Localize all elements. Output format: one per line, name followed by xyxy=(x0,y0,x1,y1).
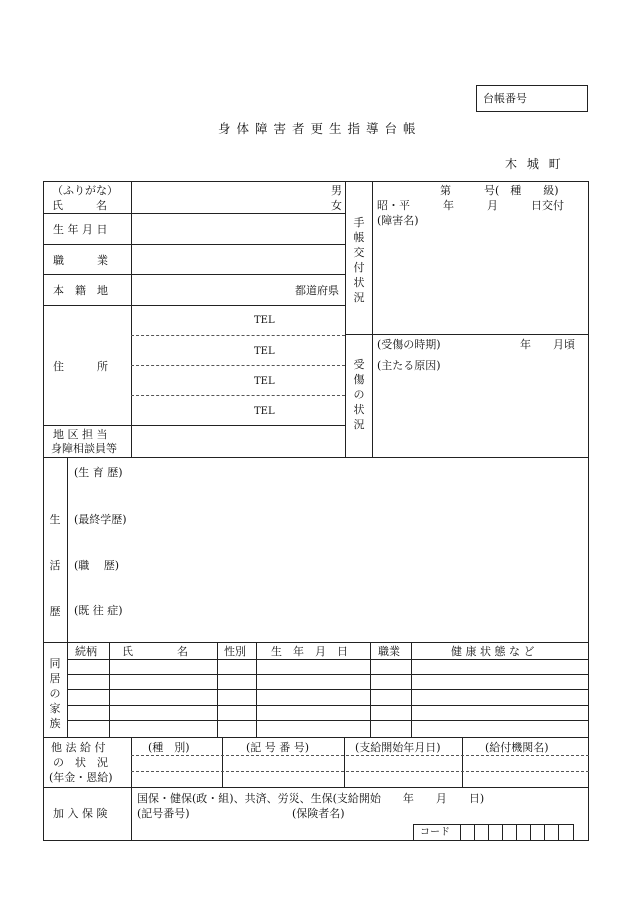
female-option[interactable]: 女 xyxy=(331,199,342,212)
ledger-number-label: 台帳番号 xyxy=(483,92,527,105)
line xyxy=(67,705,589,706)
line xyxy=(67,457,68,642)
other-benefits-label-2: の 状 況 xyxy=(53,756,108,769)
family-header-health: 健 康 状 態 な ど xyxy=(451,645,535,658)
upbringing-label: (生 育 歴) xyxy=(74,466,123,479)
insurance-number-label: (記号番号) xyxy=(137,807,190,820)
district-label-1: 地 区 担 当 xyxy=(53,428,108,441)
town-name: 木 城 町 xyxy=(505,157,564,171)
benefit-header-number: (記 号 番 号) xyxy=(246,741,310,754)
line xyxy=(131,365,345,366)
family-header-relation: 続柄 xyxy=(75,645,97,658)
notebook-date-line: 昭・平 年 月 日交付 xyxy=(377,199,564,212)
occupation-label: 職 業 xyxy=(53,254,108,267)
furigana-label: （ふりがな） xyxy=(52,184,118,197)
line xyxy=(67,720,589,721)
line xyxy=(344,737,345,787)
line xyxy=(43,213,345,214)
line xyxy=(43,642,589,643)
family-header-birthdate: 生 年 月 日 xyxy=(271,645,348,658)
injury-time-suffix: 年 月頃 xyxy=(520,338,575,351)
injury-cause-label: (主たる原因) xyxy=(377,359,441,372)
line xyxy=(131,335,345,336)
line xyxy=(43,305,345,306)
code-digit-box[interactable] xyxy=(474,824,489,841)
line xyxy=(43,425,345,426)
birthdate-label: 生 年 月 日 xyxy=(53,223,108,236)
benefit-header-agency: (給付機関名) xyxy=(485,741,549,754)
line xyxy=(43,274,345,275)
other-benefits-label-3: (年金・恩給) xyxy=(49,771,113,784)
line xyxy=(345,181,346,457)
domicile-label: 本 籍 地 xyxy=(53,284,108,297)
line xyxy=(131,771,589,772)
line xyxy=(43,244,345,245)
line xyxy=(131,755,589,756)
line xyxy=(222,737,223,787)
line xyxy=(67,659,589,660)
address-label: 住 所 xyxy=(53,360,108,373)
code-digit-box[interactable] xyxy=(544,824,559,841)
notebook-number-line: 第 号( 種 級) xyxy=(440,184,559,197)
code-digit-box[interactable] xyxy=(488,824,503,841)
line xyxy=(131,787,132,841)
code-digit-box[interactable] xyxy=(558,824,574,841)
male-option[interactable]: 男 xyxy=(331,184,342,197)
insurance-label: 加 入 保 険 xyxy=(53,807,108,820)
family-label: 同居の家族 xyxy=(49,657,61,730)
insurance-line-1: 国保・健保(政・組)、共済、労災、生保(支給開始 年 月 日) xyxy=(137,792,485,805)
code-digit-box[interactable] xyxy=(460,824,475,841)
tel-label: TEL xyxy=(254,315,275,326)
code-digit-box[interactable] xyxy=(530,824,545,841)
line xyxy=(131,181,132,457)
family-header-name: 氏 名 xyxy=(122,645,188,658)
tel-label: TEL xyxy=(254,406,275,417)
line xyxy=(43,737,589,738)
code-digit-box[interactable] xyxy=(516,824,531,841)
district-label-2: 身障相談員等 xyxy=(51,442,117,455)
family-header-sex: 性別 xyxy=(224,645,246,658)
insurer-name-label: (保険者名) xyxy=(292,807,345,820)
work-history-label: (職 歴) xyxy=(74,559,120,572)
benefit-header-type: (種 別) xyxy=(148,741,190,754)
family-header-occupation: 職業 xyxy=(378,645,400,658)
line xyxy=(131,395,345,396)
line xyxy=(67,689,589,690)
code-digit-box[interactable] xyxy=(502,824,517,841)
line xyxy=(67,674,589,675)
injury-section-label: 受傷の状況 xyxy=(353,358,365,431)
line xyxy=(372,181,373,457)
line xyxy=(462,737,463,787)
line xyxy=(131,737,132,787)
disability-name-label: (障害名) xyxy=(377,214,419,227)
injury-time-label: (受傷の時期) xyxy=(377,338,441,351)
line xyxy=(43,787,589,788)
life-history-label: 生活歴 xyxy=(49,513,61,618)
tel-label: TEL xyxy=(254,346,275,357)
prefecture-suffix: 都道府県 xyxy=(295,284,339,297)
benefit-header-start-date: (支給開始年月日) xyxy=(355,741,441,754)
line xyxy=(43,457,589,458)
name-label: 氏 名 xyxy=(52,199,107,212)
education-label: (最終学歴) xyxy=(74,513,127,526)
code-label: コード xyxy=(420,827,450,838)
line xyxy=(345,334,589,335)
form-title: 身体障害者更生指導台帳 xyxy=(218,121,422,136)
other-benefits-label-1: 他 法 給 付 xyxy=(51,741,106,754)
tel-label: TEL xyxy=(254,376,275,387)
medical-history-label: (既 往 症) xyxy=(74,604,123,617)
notebook-section-label: 手帳交付状況 xyxy=(353,216,365,304)
